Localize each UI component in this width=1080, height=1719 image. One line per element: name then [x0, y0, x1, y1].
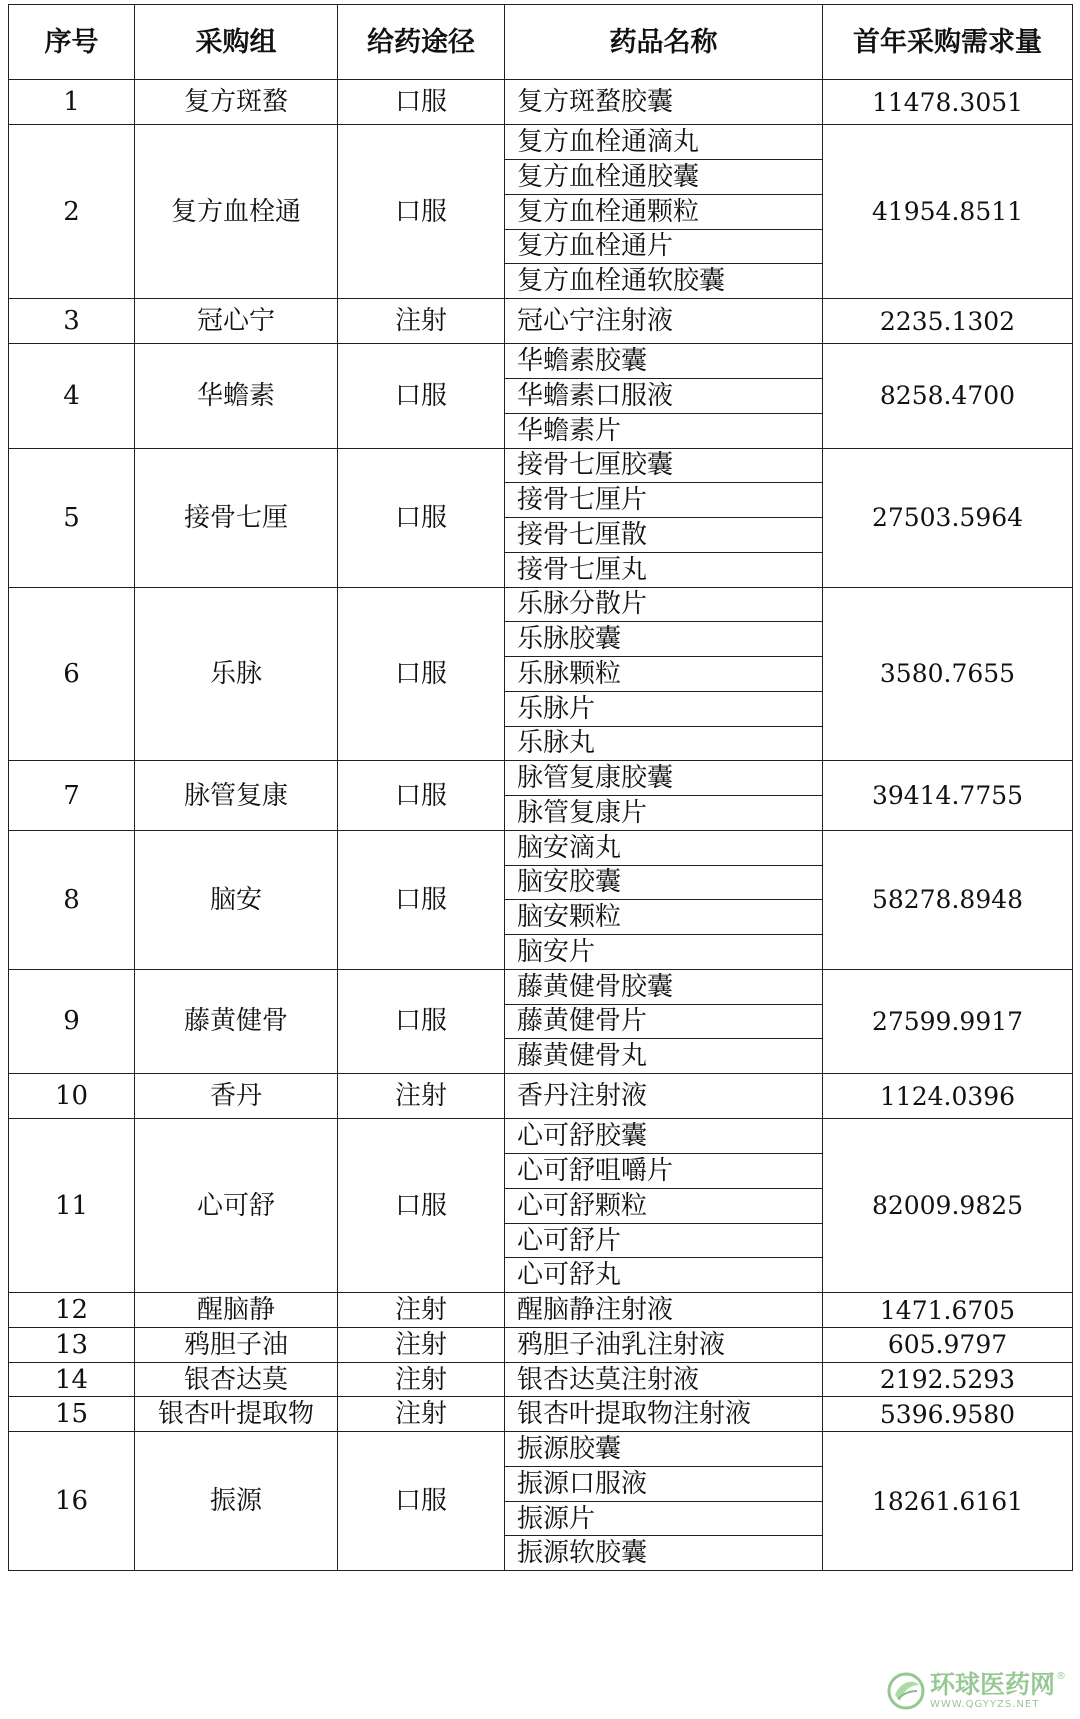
cell-group: 乐脉 [135, 587, 338, 761]
cell-seq: 12 [9, 1293, 135, 1328]
cell-seq: 7 [9, 761, 135, 831]
cell-drug-name: 振源软胶囊 [505, 1536, 823, 1571]
cell-drug-name: 接骨七厘片 [505, 483, 823, 518]
cell-route: 注射 [338, 299, 505, 344]
cell-seq: 2 [9, 125, 135, 299]
cell-demand: 2192.5293 [823, 1362, 1073, 1397]
cell-drug-name: 银杏叶提取物注射液 [505, 1397, 823, 1432]
cell-route: 口服 [338, 1119, 505, 1293]
table-row [9, 1119, 1073, 1154]
cell-drug-name: 心可舒咀嚼片 [505, 1154, 823, 1189]
cell-drug-name: 乐脉分散片 [505, 587, 823, 622]
header-drug-name: 药品名称 [505, 5, 823, 80]
cell-group: 银杏达莫 [135, 1362, 338, 1397]
cell-drug-name: 复方斑蝥胶囊 [505, 80, 823, 125]
cell-demand: 3580.7655 [823, 587, 1073, 761]
cell-drug-name: 脑安滴丸 [505, 830, 823, 865]
cell-route: 注射 [338, 1327, 505, 1362]
cell-demand: 41954.8511 [823, 125, 1073, 299]
cell-seq: 5 [9, 448, 135, 587]
registered-mark: ® [1056, 1671, 1066, 1682]
cell-seq: 15 [9, 1397, 135, 1432]
cell-seq: 3 [9, 299, 135, 344]
cell-demand: 2235.1302 [823, 299, 1073, 344]
cell-route: 口服 [338, 761, 505, 831]
cell-drug-name: 接骨七厘胶囊 [505, 448, 823, 483]
table-row [9, 344, 1073, 379]
cell-drug-name: 复方血栓通片 [505, 229, 823, 264]
cell-demand: 27503.5964 [823, 448, 1073, 587]
table-row [9, 1327, 1073, 1362]
watermark-text [930, 1672, 1055, 1709]
cell-drug-name: 心可舒丸 [505, 1258, 823, 1293]
table-row [9, 587, 1073, 622]
cell-route: 口服 [338, 1432, 505, 1571]
cell-route: 口服 [338, 125, 505, 299]
cell-group: 冠心宁 [135, 299, 338, 344]
table-row [9, 448, 1073, 483]
table-row [9, 969, 1073, 1004]
table-row [9, 1293, 1073, 1328]
cell-drug-name: 藤黄健骨片 [505, 1004, 823, 1039]
cell-route: 注射 [338, 1293, 505, 1328]
cell-seq: 1 [9, 80, 135, 125]
header-route: 给药途径 [338, 5, 505, 80]
watermark-title: 环球医药网 [929, 1670, 1055, 1700]
cell-drug-name: 脑安颗粒 [505, 900, 823, 935]
cell-drug-name: 银杏达莫注射液 [505, 1362, 823, 1397]
cell-route: 注射 [338, 1362, 505, 1397]
cell-drug-name: 乐脉片 [505, 691, 823, 726]
cell-demand: 39414.7755 [823, 761, 1073, 831]
cell-drug-name: 鸦胆子油乳注射液 [505, 1327, 823, 1362]
cell-drug-name: 华蟾素口服液 [505, 379, 823, 414]
table-row [9, 1074, 1073, 1119]
cell-group: 香丹 [135, 1074, 338, 1119]
header-row [9, 5, 1073, 80]
cell-drug-name: 复方血栓通颗粒 [505, 194, 823, 229]
cell-drug-name: 振源胶囊 [505, 1432, 823, 1467]
cell-drug-name: 藤黄健骨丸 [505, 1039, 823, 1074]
cell-route: 口服 [338, 344, 505, 448]
cell-seq: 11 [9, 1119, 135, 1293]
cell-drug-name: 香丹注射液 [505, 1074, 823, 1119]
cell-route: 口服 [338, 830, 505, 969]
cell-drug-name: 心可舒颗粒 [505, 1188, 823, 1223]
cell-group: 振源 [135, 1432, 338, 1571]
cell-drug-name: 接骨七厘散 [505, 518, 823, 553]
table-row [9, 1432, 1073, 1467]
cell-drug-name: 冠心宁注射液 [505, 299, 823, 344]
cell-group: 银杏叶提取物 [135, 1397, 338, 1432]
header-first-year-demand: 首年采购需求量 [823, 5, 1073, 80]
cell-drug-name: 华蟾素片 [505, 413, 823, 448]
table-row [9, 125, 1073, 160]
cell-seq: 16 [9, 1432, 135, 1571]
cell-drug-name: 心可舒片 [505, 1223, 823, 1258]
cell-seq: 10 [9, 1074, 135, 1119]
cell-group: 脑安 [135, 830, 338, 969]
cell-drug-name: 脑安胶囊 [505, 865, 823, 900]
cell-seq: 13 [9, 1327, 135, 1362]
cell-demand: 1124.0396 [823, 1074, 1073, 1119]
cell-demand: 18261.6161 [823, 1432, 1073, 1571]
cell-route: 口服 [338, 969, 505, 1073]
cell-demand: 27599.9917 [823, 969, 1073, 1073]
cell-group: 复方血栓通 [135, 125, 338, 299]
cell-drug-name: 复方血栓通软胶囊 [505, 264, 823, 299]
cell-demand: 58278.8948 [823, 830, 1073, 969]
cell-group: 复方斑蝥 [135, 80, 338, 125]
watermark-logo [886, 1671, 1066, 1711]
cell-route: 口服 [338, 587, 505, 761]
table-row [9, 299, 1073, 344]
table-row [9, 1362, 1073, 1397]
cell-route: 注射 [338, 1397, 505, 1432]
cell-demand: 5396.9580 [823, 1397, 1073, 1432]
header-seq: 序号 [9, 5, 135, 80]
cell-demand: 1471.6705 [823, 1293, 1073, 1328]
cell-seq: 8 [9, 830, 135, 969]
cell-drug-name: 藤黄健骨胶囊 [505, 969, 823, 1004]
cell-drug-name: 心可舒胶囊 [505, 1119, 823, 1154]
cell-drug-name: 接骨七厘丸 [505, 552, 823, 587]
table-header [9, 5, 1073, 80]
cell-drug-name: 振源片 [505, 1501, 823, 1536]
cell-drug-name: 振源口服液 [505, 1466, 823, 1501]
table-row [9, 80, 1073, 125]
table-row [9, 1397, 1073, 1432]
cell-demand: 11478.3051 [823, 80, 1073, 125]
cell-demand: 8258.4700 [823, 344, 1073, 448]
cell-route: 口服 [338, 80, 505, 125]
cell-group: 醒脑静 [135, 1293, 338, 1328]
globe-leaf-icon [886, 1671, 926, 1711]
cell-group: 脉管复康 [135, 761, 338, 831]
cell-drug-name: 脉管复康片 [505, 796, 823, 831]
cell-drug-name: 复方血栓通滴丸 [505, 125, 823, 160]
cell-demand: 605.9797 [823, 1327, 1073, 1362]
table-row [9, 830, 1073, 865]
cell-group: 接骨七厘 [135, 448, 338, 587]
cell-demand: 82009.9825 [823, 1119, 1073, 1293]
cell-drug-name: 脑安片 [505, 935, 823, 970]
cell-drug-name: 乐脉丸 [505, 726, 823, 761]
cell-group: 华蟾素 [135, 344, 338, 448]
cell-seq: 6 [9, 587, 135, 761]
table-body [9, 80, 1073, 1571]
cell-group: 心可舒 [135, 1119, 338, 1293]
cell-seq: 14 [9, 1362, 135, 1397]
table-row [9, 761, 1073, 796]
cell-route: 注射 [338, 1074, 505, 1119]
cell-seq: 4 [9, 344, 135, 448]
cell-drug-name: 乐脉颗粒 [505, 657, 823, 692]
cell-drug-name: 复方血栓通胶囊 [505, 160, 823, 195]
cell-drug-name: 脉管复康胶囊 [505, 761, 823, 796]
cell-seq: 9 [9, 969, 135, 1073]
cell-drug-name: 乐脉胶囊 [505, 622, 823, 657]
watermark-url: WWW.QGYYZS.NET [929, 1698, 1040, 1710]
cell-drug-name: 华蟾素胶囊 [505, 344, 823, 379]
cell-drug-name: 醒脑静注射液 [505, 1293, 823, 1328]
header-group: 采购组 [135, 5, 338, 80]
cell-group: 鸦胆子油 [135, 1327, 338, 1362]
cell-route: 口服 [338, 448, 505, 587]
procurement-table [8, 4, 1073, 1571]
cell-group: 藤黄健骨 [135, 969, 338, 1073]
